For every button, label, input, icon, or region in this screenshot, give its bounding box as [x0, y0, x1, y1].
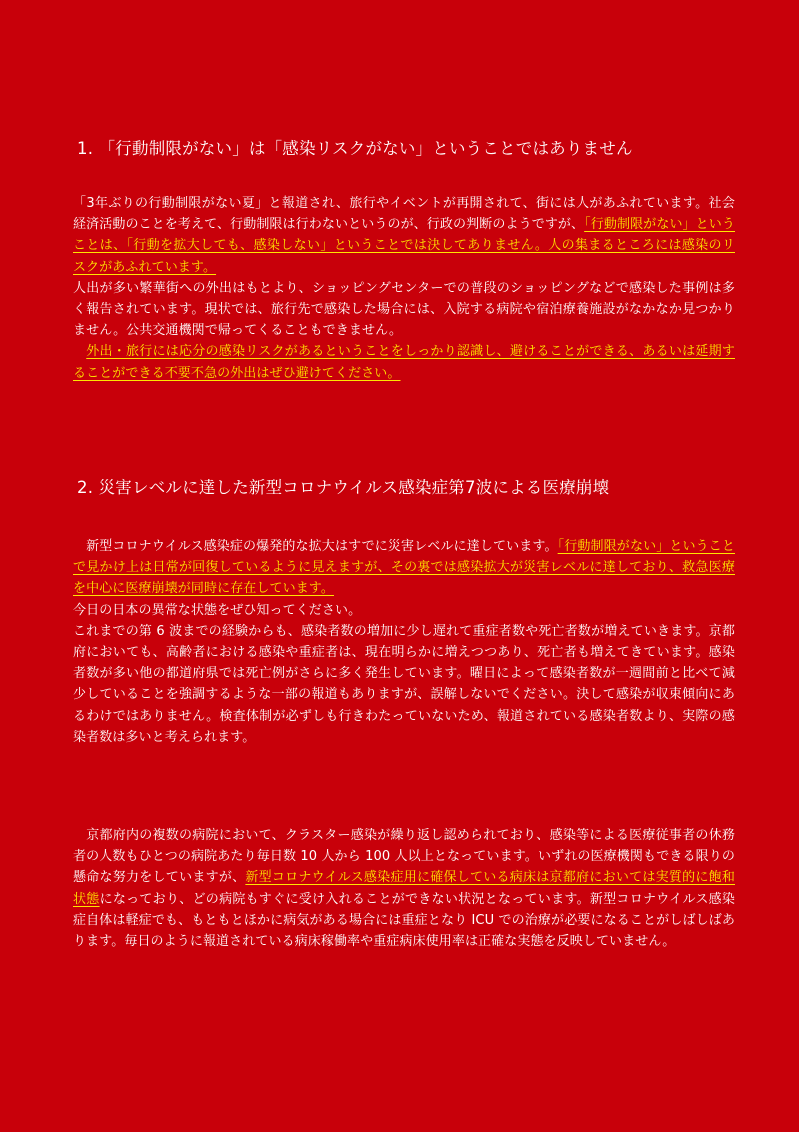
- section-1-text-a: 「3年ぶりの行動制限がない夏」と報道され、旅行やイベントが再開されて、街には人があふれています。社会経済活動のことを考えて、行動制限は行わないというのが、行政の判断のようですが、: [73, 196, 735, 233]
- section-1-highlight-b: 外出・旅行には応分の感染リスクがあるということをしっかり認識し、避けることができる、あるいは延期することができる不要不急の外出はぜひ避けてください。: [73, 344, 735, 381]
- section-2-text-c: これまでの第 6 波までの経験からも、感染者数の増加に少し遅れて重症者数や死亡者数が増えていきます。京都府においても、高齢者における感染や重症者は、現在明らかに増えつつあり、死亡者も増えてきています。感染者数が多い他の都道府県では死亡例がさらに多く発生しています。曜日によって感染者数が一週間前と比べて減少していることを強調するような一部の報道もありますが、誤解しないでください。決して感染が収束傾向にあるわけではありません。検査体制が必ずしも行きわたっていないため、報道されている感染者数より、実際の感染者数は多いと考えられます。: [73, 623, 735, 745]
- section-2-body-2: [73, 825, 735, 952]
- section-2-highlight-a: 「行動制限がない」ということで見かけ上は日常が回復しているように見えますが、その裏では感染拡大が災害レベルに達しており、救急医療を中心に医療崩壊が同時に存在しています。: [73, 539, 735, 597]
- section-1-text-b: 人出が多い繁華街への外出はもとより、ショッピングセンターでの普段のショッピングなどで感染した事例は多く報告されています。現状では、旅行先で感染した場合には、入院する病院や宿泊療養施設がなかなか見つかりません。公共交通機関で帰ってくることもできません。: [73, 280, 735, 339]
- section-2-highlight-b: 新型コロナウイルス感染症用に確保している病床は京都府においては実質的に飽和状態: [73, 870, 736, 907]
- section-1-highlight-a: 「行動制限がない」ということは、「行動を拡大しても、感染しない」ということでは決してありません。人の集まるところには感染のリスクがあふれています。: [73, 217, 736, 275]
- section-2-body: [73, 536, 735, 748]
- section-1-body: [73, 193, 735, 384]
- section-1-indent: [73, 344, 86, 359]
- section-2-text-e: になっており、どの病院もすぐに受け入れることができない状況となっています。新型コロナウイルス感染症自体は軽症でも、もともとほかに病気がある場合には重症となり ICU での治療が必要になることがしばしばあります。毎日のように報道されている病床稼働率や重症病床使用率は正確な実態を反映していません。: [73, 891, 735, 950]
- section-2-text-b: 今日の日本の異常な状態をぜひ知ってください。: [73, 602, 362, 618]
- section-2-heading: 2. 災害レベルに達した新型コロナウイルス感染症第7波による医療崩壊: [77, 478, 610, 497]
- section-1-heading: 1. 「行動制限がない」は「感染リスクがない」ということではありません: [77, 139, 633, 158]
- section-2-text-d: 京都府内の複数の病院において、クラスター感染が繰り返し認められており、感染等による医療従事者の休務者の人数もひとつの病院あたり毎日数 10 人から 100 人以上となっています。いずれの医療機関もできる限りの懸命な努力をしていますが、: [73, 828, 735, 886]
- section-2-text-a: 新型コロナウイルス感染症の爆発的な拡大はすでに災害レベルに達しています。: [73, 539, 558, 554]
